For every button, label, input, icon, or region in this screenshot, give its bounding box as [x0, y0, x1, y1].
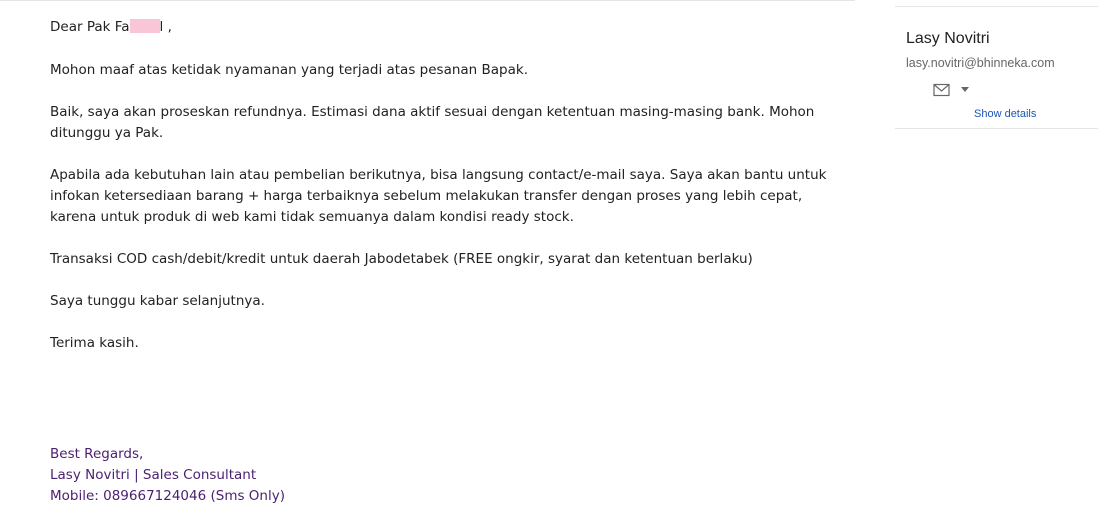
- paragraph-contact: Apabila ada kebutuhan lain atau pembelian berikutnya, bisa langsung contact/e-mail saya. Saya akan bantu untuk infokan ketersediaan barang + harga terbaiknya sebelum melakukan transfer dengan proses yang lebih cepat, karena untuk produk di web kami tidak semuanya dalam kondisi ready stock.: [50, 167, 827, 225]
- sender-card: [895, 7, 1098, 129]
- caret-down-icon[interactable]: [961, 87, 969, 93]
- paragraph-cod: Transaksi COD cash/debit/kredit untuk daerah Jabodetabek (FREE ongkir, syarat dan ketentuan berlaku): [50, 251, 753, 267]
- paragraph-apology: Mohon maaf atas ketidak nyamanan yang terjadi atas pesanan Bapak.: [50, 62, 528, 78]
- signature-regards: Best Regards,: [50, 446, 144, 462]
- mail-icon[interactable]: [933, 83, 950, 97]
- paragraph-followup: Saya tunggu kabar selanjutnya.: [50, 293, 265, 309]
- paragraph-refund: Baik, saya akan proseskan refundnya. Estimasi dana aktif sesuai dengan ketentuan masing-masing bank. Mohon ditunggu ya Pak.: [50, 104, 815, 141]
- redacted-name: [130, 19, 160, 33]
- greeting-suffix: l ,: [159, 19, 172, 35]
- paragraph-thanks: Terima kasih.: [50, 335, 139, 351]
- greeting-line: [50, 17, 850, 38]
- sender-name: Lasy Novitri: [906, 30, 990, 47]
- greeting-prefix: Dear Pak Fa: [50, 19, 130, 35]
- show-details-link[interactable]: Show details: [974, 108, 1037, 120]
- signature-mobile: Mobile: 089667124046 (Sms Only): [50, 488, 285, 504]
- signature-name-title: Lasy Novitri | Sales Consultant: [50, 467, 257, 483]
- sender-email: lasy.novitri@bhinneka.com: [906, 56, 1055, 70]
